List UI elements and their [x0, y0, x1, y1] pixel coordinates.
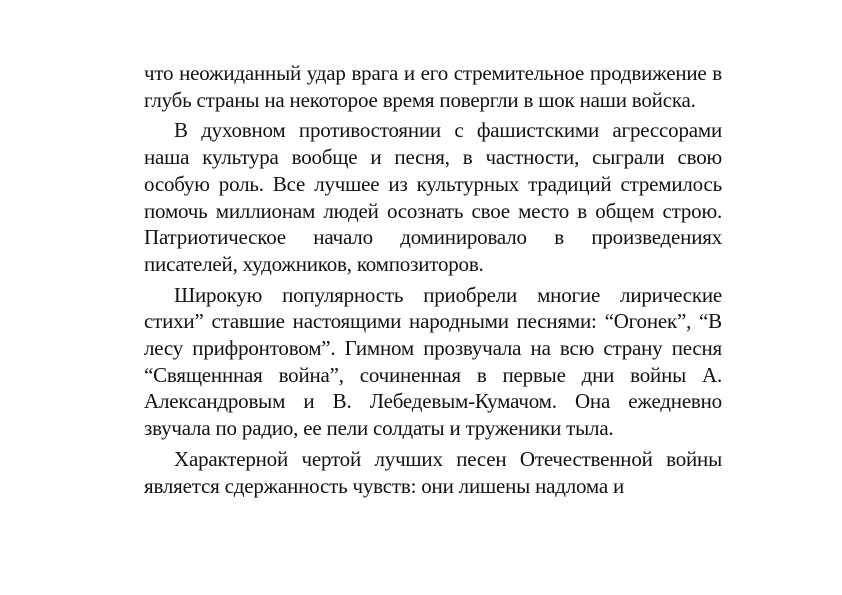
paragraph-1: что неожиданный удар врага и его стремительное продвижение в глубь страны на некоторое время повергли в шок наши войска.	[144, 61, 722, 112]
paragraph-2: В духовном противостоянии с фашистскими агрессорами наша культура вообще и песня, в частности, сыграли свою особую роль. Все лучшее из культурных традиций стремилось помочь миллионам людей осознать свое место в общем строю. Патриотическое начало доминировало в произведениях писателей, художников, композиторов.	[144, 118, 722, 276]
document-text	[144, 60, 722, 503]
paragraph-4: Характерной чертой лучших песен Отечественной войны является сдержанность чувств: они лишены надлома и	[144, 446, 722, 498]
paragraph-3: Широкую популярность приобрели многие лирические стихи” ставшие настоящими народными песнями: “Огонек”, “В лесу прифронтовом”. Гимном прозвучала на всю страну песня “Священнная война”, сочиненная в первые дни войны А. Александровым и В. Лебедевым-Кумачом. Она ежедневно звучала по радио, ее пели солдаты и труженики тыла.	[144, 282, 722, 441]
